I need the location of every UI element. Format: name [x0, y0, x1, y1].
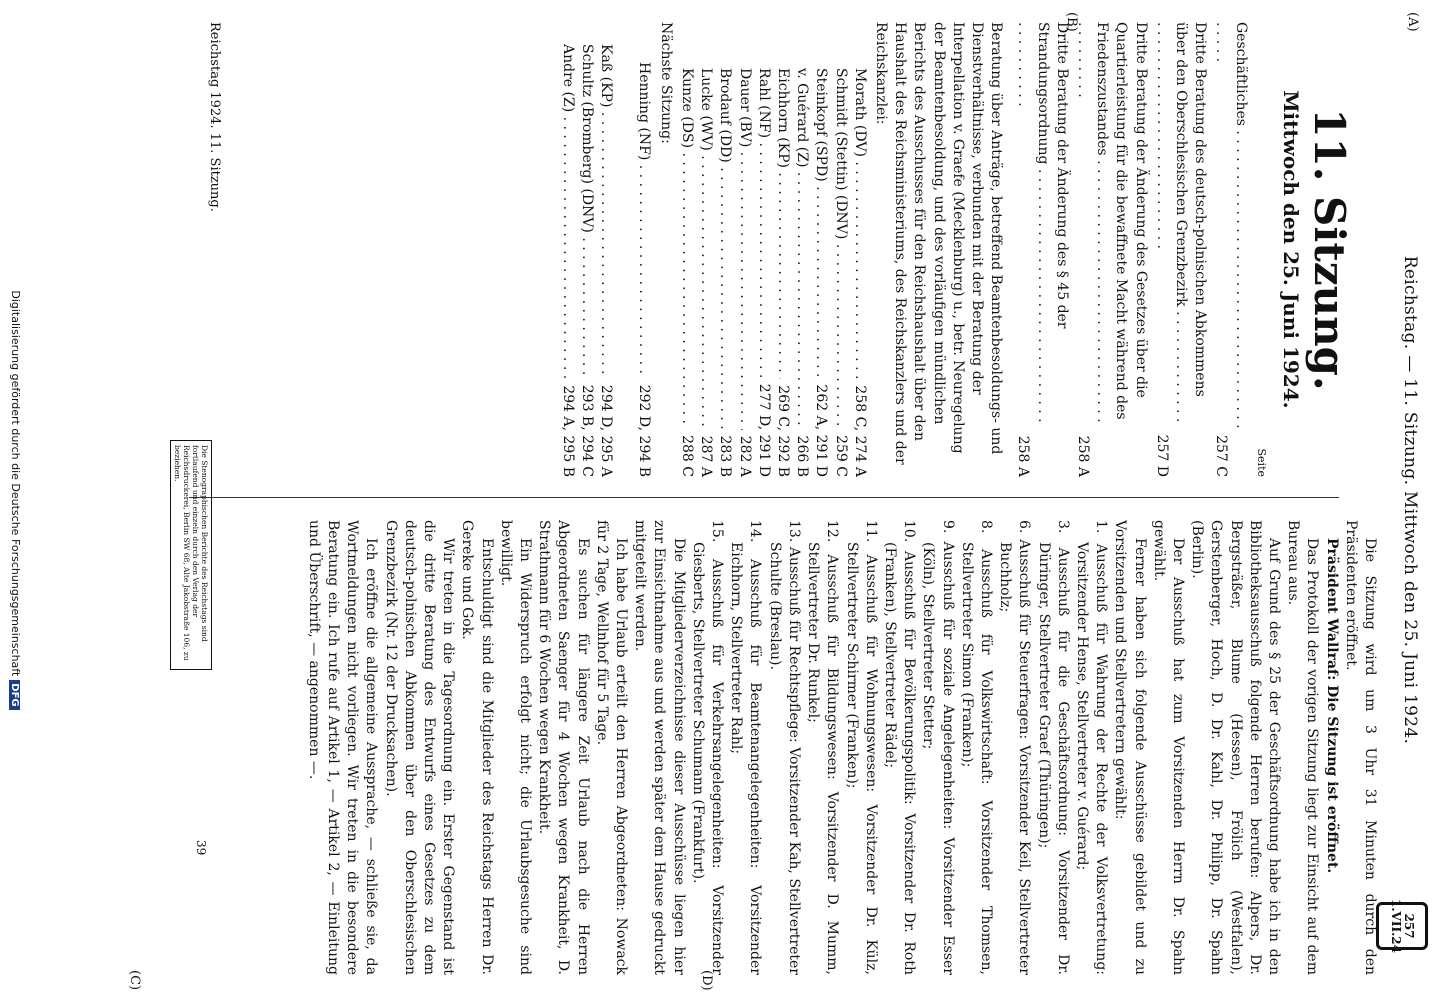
- committee-item: 3. Ausschuß für die Geschäftsordnung: Vorsitzender Dr. Düringer, Stellvertreter Graef (Thüringen);: [1035, 520, 1071, 975]
- paragraph: Ferner haben sich folgende Ausschüsse gebildet und zu Vorsitzenden und Stellvertretern gewählt:: [1112, 520, 1148, 975]
- column-rule: [189, 497, 1339, 498]
- speaker-entry: Kaß (KP) . . . 294 D, 295 A: [596, 22, 615, 477]
- running-header: Reichstag. — 11. Sitzung. Mittwoch den 25. Juni 1924.: [1400, 255, 1420, 745]
- agenda-paragraph: Wir treten in die Tagesordnung ein. Erster Gegenstand ist die dritte Beratung des Entwurfs eines Gesetzes zu dem deutsch-polnischen Abkommen über den Oberschlesischen Grenzbezirk (Nr. 12 der Drucksachen).: [382, 520, 457, 975]
- seite-label: Seite: [1254, 448, 1268, 477]
- toc-entry: Dritte Beratung der Änderung des Gesetzes über die Quartierleistung für die bewaffnete Macht während des Friedenszustandes . . . 258 A: [1073, 22, 1150, 477]
- margin-marker-b: (B): [1064, 12, 1079, 32]
- footer-label: Reichstag 1924. 11. Sitzung.: [207, 22, 222, 212]
- toc-entry: Dritte Beratung des deutsch-polnischen Abkommens über den Oberschlesischen Grenzbezirk . . . 257 D: [1152, 22, 1210, 477]
- opening-paragraph: Die Sitzung wird um 3 Uhr 31 Minuten durch den Präsidenten eröffnet.: [1342, 520, 1378, 975]
- speaker-entry: v. Guérard (Z) . . . 266 B: [792, 22, 811, 477]
- committee-item: 1. Ausschuß für Wahrung der Rechte der Volksvertretung: Vorsitzender Hense, Stellvertreter v. Guérard;: [1073, 520, 1110, 975]
- committee-item: 13. Ausschuß für Rechtspflege: Vorsitzender Kah, Stellvertreter Schulte (Breslau).: [766, 520, 802, 975]
- toc-entry: Beratung über Anträge, betreffend Beamtenbesoldungs- und Dienstverhältnisse, verbunden mit der Beratung der Interpellation v. Graefe (Mecklenburg) u., betr. Neuregelung der Beamtenbesoldung, und des vorläufigen mündlichen Berichts des Ausschusses für den Reichshaushalt über den Haushalt des Reichsministeriums, des Reichskanzlers und der Reichskanzlei:: [872, 22, 1005, 465]
- paragraph: Ein Widerspruch erfolgt nicht; die Urlaubsgesuche sind bewilligt.: [497, 520, 534, 975]
- page-stamp-bottom: 1.VII.24: [1389, 899, 1403, 953]
- funding-acknowledgement: [9, 0, 22, 1000]
- speaker-entry: Schmidt (Stettin) (DNV) . . . 259 C: [830, 22, 849, 477]
- speaker-entry: Henning (NF) . . . 292 D, 294 B: [634, 22, 653, 477]
- paragraph: Ich habe Urlaub erteilt den Herren Abgeordneten: Nowack für 2 Tage, Wellnhof für 5 Tage.: [593, 520, 630, 975]
- margin-marker-a: (A): [1405, 12, 1420, 32]
- speaker-entry: Eichhorn (KP) . . . 269 C, 292 B: [773, 22, 792, 477]
- committee-item: 9. Ausschuß für soziale Angelegenheiten: Vorsitzender Esser (Köln), Stellvertreter Stetter;: [920, 520, 956, 975]
- right-column: [304, 520, 1379, 975]
- dfg-logo: DFG: [9, 680, 20, 709]
- paragraph: Auf Grund des § 25 der Geschäftsordnung habe ich in den Bibliotheksausschuß folgende Herren berufen: Alpers, Dr. Bergsträßer, Blume (Hessen), Frölich (Westfalen), Gerstenberger, Hoch, D. Dr. Kahl, Dr. Philipp, Dr. Spahn (Berlin).: [1189, 520, 1282, 975]
- speaker-entry: Steinkopf (SPD) . . . 262 A, 291 D: [811, 22, 830, 477]
- left-column: [558, 22, 1374, 477]
- page-stamp: [1376, 899, 1428, 953]
- publisher-note: Die Stenographischen Berichte des Reichstags sind fortlaufend und einzeln durch den Verlag der Reichsdruckerei, Berlin SW 68, Alte Jakobstraße 106, zu beziehen.: [170, 440, 212, 670]
- speaker-entry: Dauer (BV) . . . 282 A: [734, 22, 753, 477]
- committee-item: 11. Ausschuß für Wohnungswesen: Vorsitzender Dr. Külz, Stellvertreter Schirmer (Franken);: [843, 520, 879, 975]
- speaker-entry: Schultz (Bromberg) (DNV) . . . 293 B, 294 C: [577, 22, 596, 477]
- committee-item: 10. Ausschuß für Bevölkerungspolitik: Vorsitzender Dr. Roth (Franken), Stellvertreter Rädel;: [881, 520, 918, 975]
- page-number: 39: [194, 840, 208, 856]
- president-statement: Präsident Wallraf: Die Sitzung ist eröffnet.: [1323, 538, 1340, 874]
- committee-item: 15. Ausschuß für Verkehrsangelegenheiten: Vorsitzender Giesberts, Stellvertreter Schumann (Frankfurt).: [689, 520, 726, 975]
- margin-marker-d: (D): [699, 970, 714, 991]
- committee-item: 12. Ausschuß für Bildungswesen: Vorsitzender D. Mumm, Stellvertreter Dr. Runkel;: [805, 520, 841, 975]
- paragraph: Das Protokoll der vorigen Sitzung liegt zur Einsicht auf dem Bureau aus.: [1285, 520, 1321, 975]
- committee-item: 8. Ausschuß für Volkswirtschaft: Vorsitzender Thomsen, Stellvertreter Simon (Franken);: [958, 520, 994, 975]
- speaker-entry: Brodauf (DD) . . . 283 B: [715, 22, 734, 477]
- toc-entry: Dritte Beratung der Änderung des § 45 der Strandungsordnung . . . 258 A: [1013, 22, 1071, 477]
- paragraph: Entschuldigt sind die Mitglieder des Reichstags Herren Dr. Gereke und Gok.: [459, 520, 495, 975]
- speaker-entry: Morath (DV) . . . 258 C, 274 A: [850, 22, 869, 477]
- paragraph: Die Mitgliederverzeichnisse dieser Ausschüsse liegen hier zur Einsichtnahme aus und werden später dem Hause gedruckt mitgeteilt werden.: [632, 520, 687, 975]
- speaker-entry: Lucke (WV) . . . 287 A: [696, 22, 715, 477]
- funding-text: Digitalisierung gefördert durch die Deutsche Forschungsgemeinschaft: [9, 290, 22, 677]
- speaker-entry: Rahl (NF) . . . 277 D, 291 D: [754, 22, 773, 477]
- speaker-entry: Andre (Z) . . . 294 A, 295 B: [558, 22, 577, 477]
- paragraph: Es suchen für längere Zeit Urlaub nach die Herren Abgeordneten Saenger für 4 Wochen wegen Krankheit, D. Strathmann für 6 Wochen wegen Krankheit.: [536, 520, 591, 975]
- next-session-label: Nächste Sitzung:: [657, 22, 674, 144]
- speaker-entry: Kunze (DS) . . . 288 C: [677, 22, 696, 477]
- paragraph: Ich eröffne die allgemeine Aussprache, — schließe sie, da Wortmeldungen nicht vorliegen. Wir treten in die besondere Beratung ein. Ich rufe auf Artikel 1, — Artikel 2, — Einleitung und Überschrift, — angenommen —.: [305, 520, 380, 975]
- margin-marker-c: (C): [127, 970, 142, 991]
- committee-item: 6. Ausschuß für Steuerfragen: Vorsitzender Keil, Stellvertreter Buchholz;: [997, 520, 1033, 975]
- session-title: 11. Sitzung.: [1305, 108, 1354, 391]
- page-stamp-top: 257: [1402, 913, 1417, 939]
- paragraph: Der Ausschuß hat zum Vorsitzenden Herrn Dr. Spahn gewählt.: [1150, 520, 1186, 975]
- session-date: Mittwoch den 25. Juni 1924.: [1279, 90, 1303, 409]
- committee-item: 14. Ausschuß für Beamtenangelegenheiten: Vorsitzender Eichhorn, Stellvertreter Rahl;: [728, 520, 764, 975]
- toc-entry: Geschäftliches . . . 257 C: [1211, 22, 1249, 477]
